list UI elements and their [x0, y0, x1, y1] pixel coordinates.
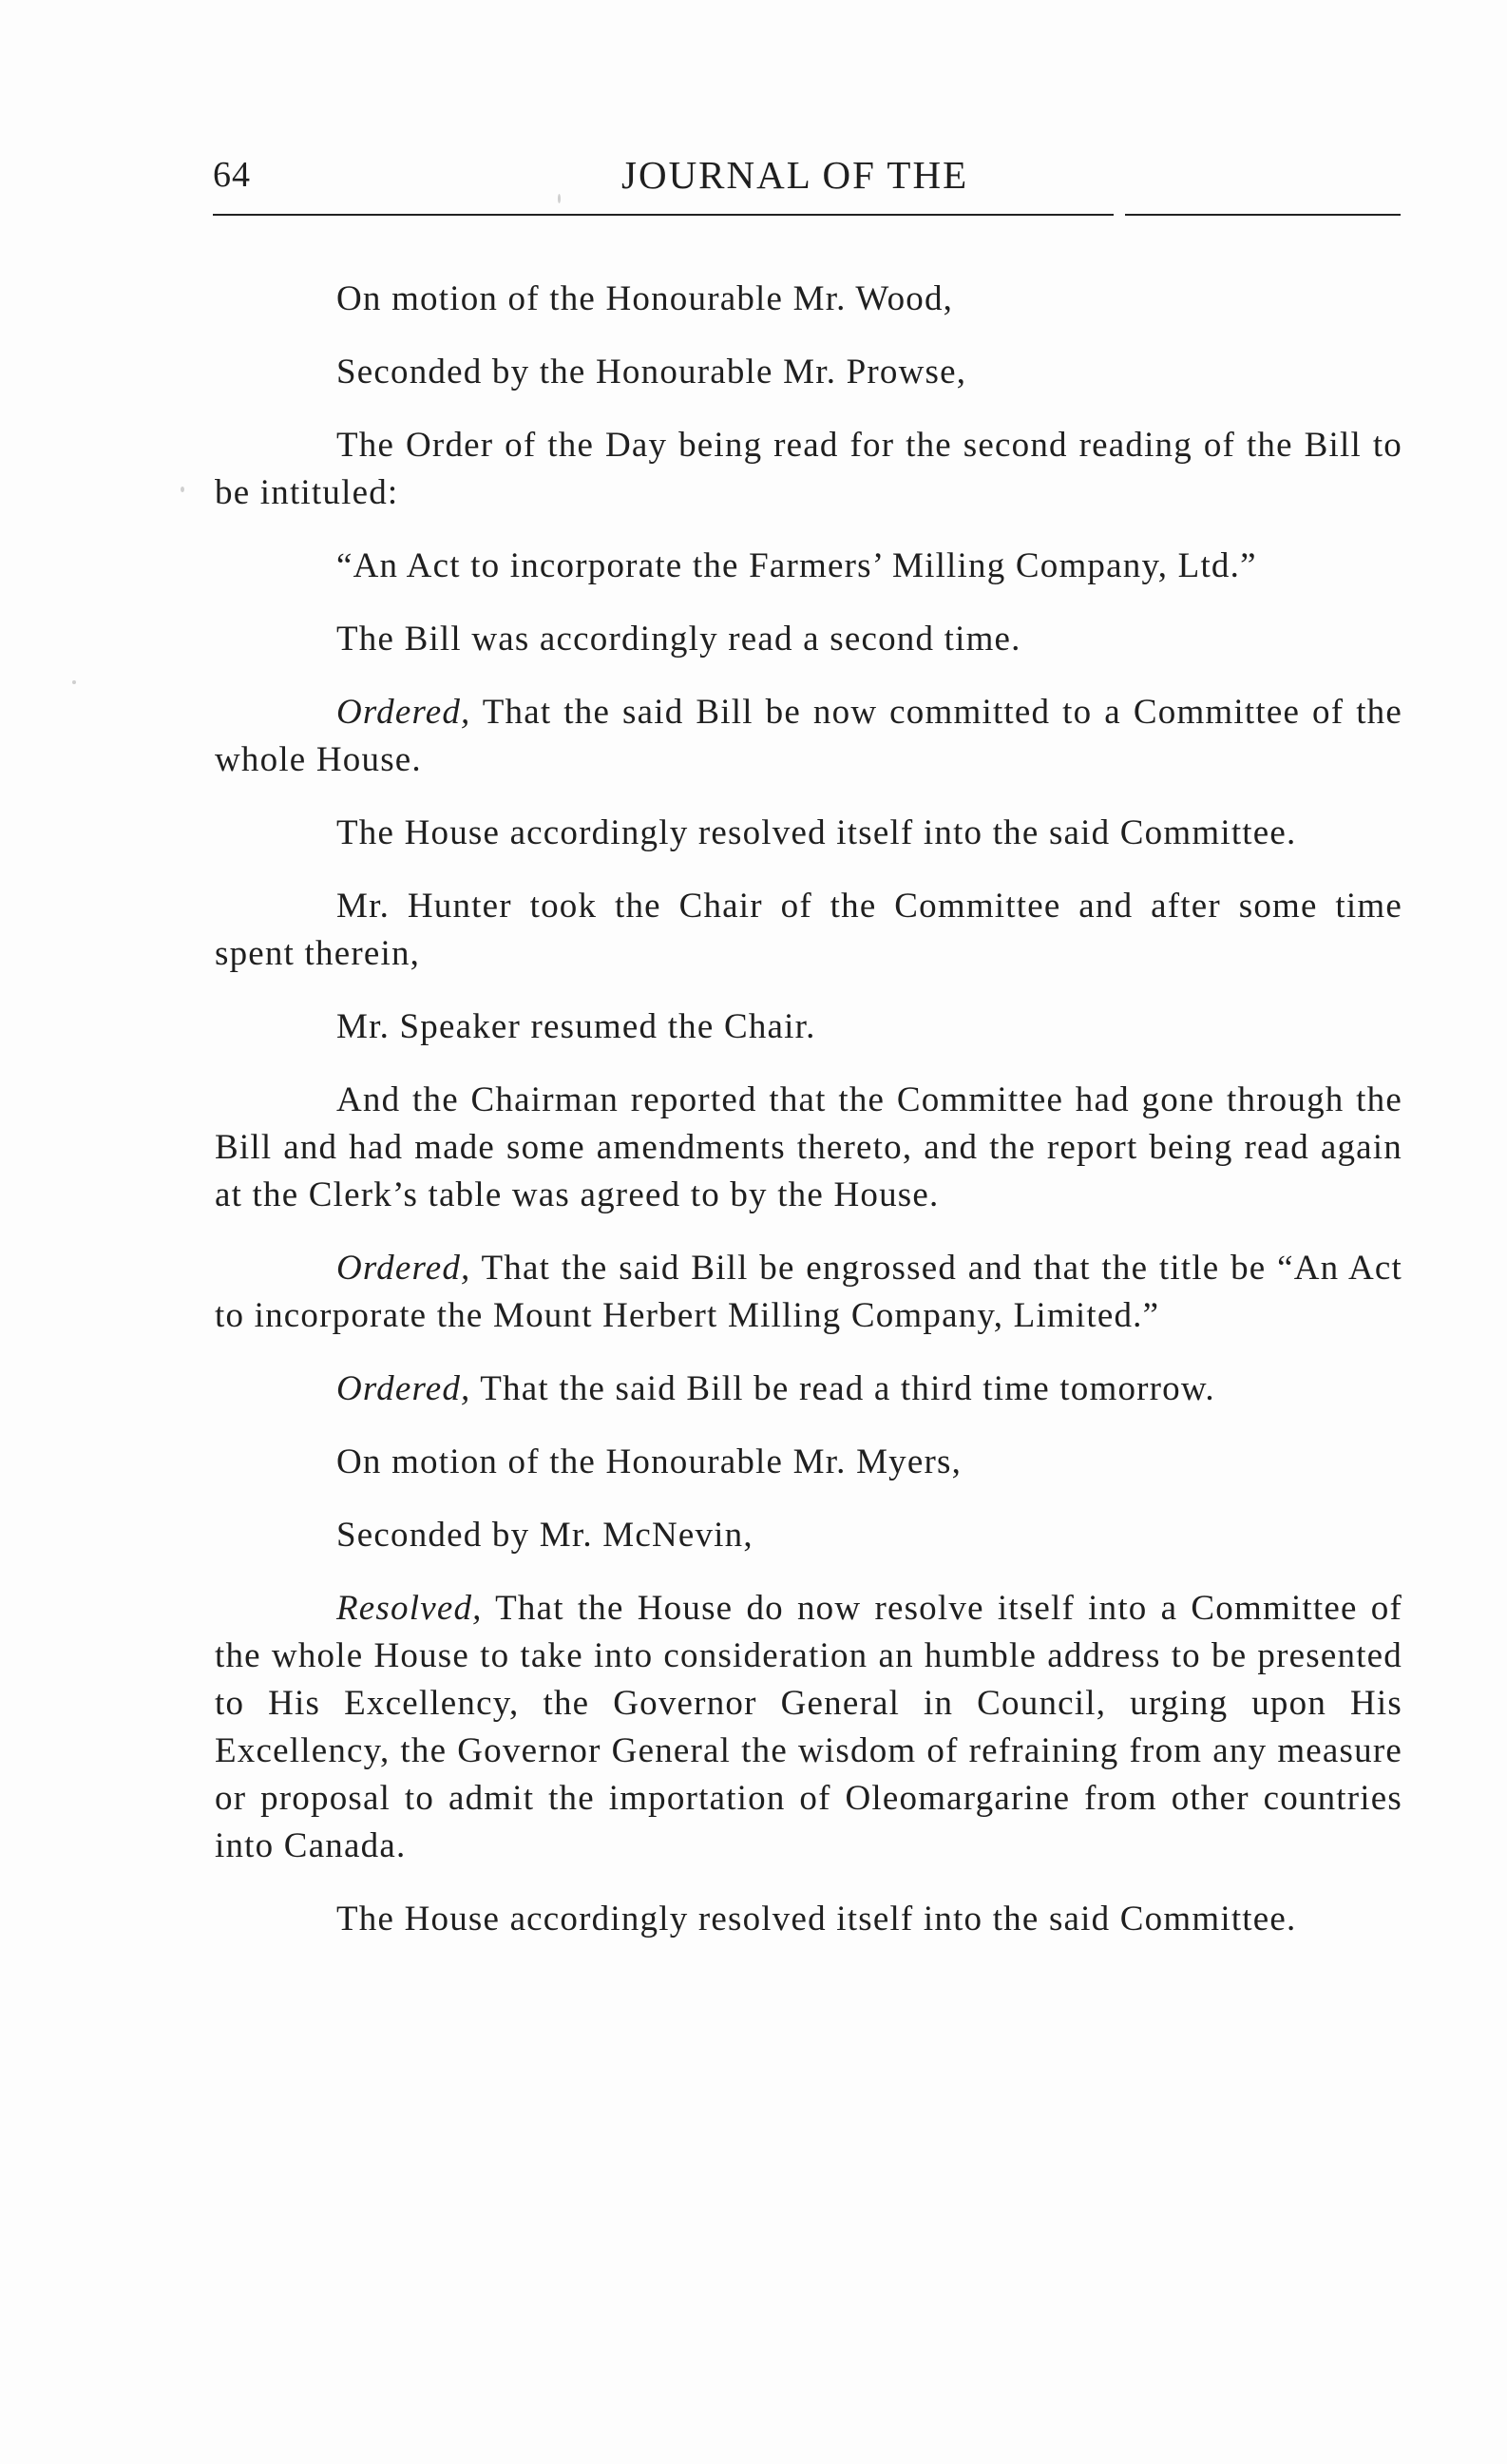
running-head: JOURNAL OF THE	[621, 153, 969, 197]
paragraph-text: That the said Bill be engrossed and that the title be “An Act to incorporate the Mount Herbert Milling Company, Limited.”	[215, 1249, 1402, 1335]
paragraph	[215, 276, 1402, 323]
scan-speck	[72, 680, 76, 684]
header-rule-right	[1125, 214, 1401, 216]
paragraph-text: The House accordingly resolved itself into the said Committee.	[336, 813, 1297, 852]
paragraph	[215, 689, 1402, 784]
paragraph	[215, 1366, 1402, 1413]
paragraph	[215, 1896, 1402, 1943]
paragraph	[215, 616, 1402, 663]
paragraph-text: On motion of the Honourable Mr. Myers,	[336, 1442, 963, 1481]
page-header	[213, 143, 1401, 200]
paragraph	[215, 1585, 1402, 1870]
paragraph	[215, 1512, 1402, 1559]
paragraph	[215, 1439, 1402, 1486]
paragraph-text: And the Chairman reported that the Committee had gone through the Bill and had made some amendments thereto, and the report being read again at the Clerk’s table was agreed to by the House.	[215, 1080, 1402, 1214]
paragraph	[215, 1077, 1402, 1219]
paragraph	[215, 422, 1402, 517]
paragraph-text: That the House do now resolve itself into a Committee of the whole House to take into consideration an humble address to be presented to His Excellency, the Governor General in Council, urging upon His Excellency, the Governor General the wisdom of refraining from any measure or proposal to admit the importation of Oleomargarine from other countries into Canada.	[215, 1589, 1402, 1865]
paragraph-lead: Ordered,	[336, 1369, 471, 1408]
scan-speck	[181, 487, 184, 492]
paragraph-lead: Ordered,	[336, 693, 471, 732]
page-number: 64	[213, 155, 251, 195]
paragraph-text: Mr. Speaker resumed the Chair.	[336, 1007, 816, 1046]
paragraph	[215, 349, 1402, 396]
paragraph-text: The Bill was accordingly read a second time.	[336, 620, 1021, 659]
paragraph	[215, 543, 1402, 590]
paragraph-text: The House accordingly resolved itself into the said Committee.	[336, 1900, 1297, 1939]
paragraph	[215, 1003, 1402, 1051]
scan-speck	[558, 194, 561, 203]
paragraph-text: “An Act to incorporate the Farmers’ Milling Company, Ltd.”	[336, 546, 1257, 585]
paragraph-text: That the said Bill be read a third time tomorrow.	[470, 1369, 1215, 1408]
paragraph-text: That the said Bill be now committed to a Committee of the whole House.	[215, 693, 1402, 779]
paragraph-lead: Resolved,	[336, 1589, 483, 1628]
header-rule-left	[213, 214, 1114, 216]
paragraph	[215, 810, 1402, 857]
paragraph-text: On motion of the Honourable Mr. Wood,	[336, 279, 954, 318]
paragraph-text: Seconded by Mr. McNevin,	[336, 1516, 754, 1555]
paragraph-text: Mr. Hunter took the Chair of the Committee and after some time spent therein,	[215, 887, 1402, 973]
paragraph-lead: Ordered,	[336, 1249, 471, 1288]
journal-body	[215, 276, 1402, 1969]
paragraph-text: The Order of the Day being read for the second reading of the Bill to be intituled:	[215, 426, 1402, 512]
paragraph	[215, 1245, 1402, 1340]
paragraph-text: Seconded by the Honourable Mr. Prowse,	[336, 353, 967, 392]
paragraph	[215, 883, 1402, 978]
